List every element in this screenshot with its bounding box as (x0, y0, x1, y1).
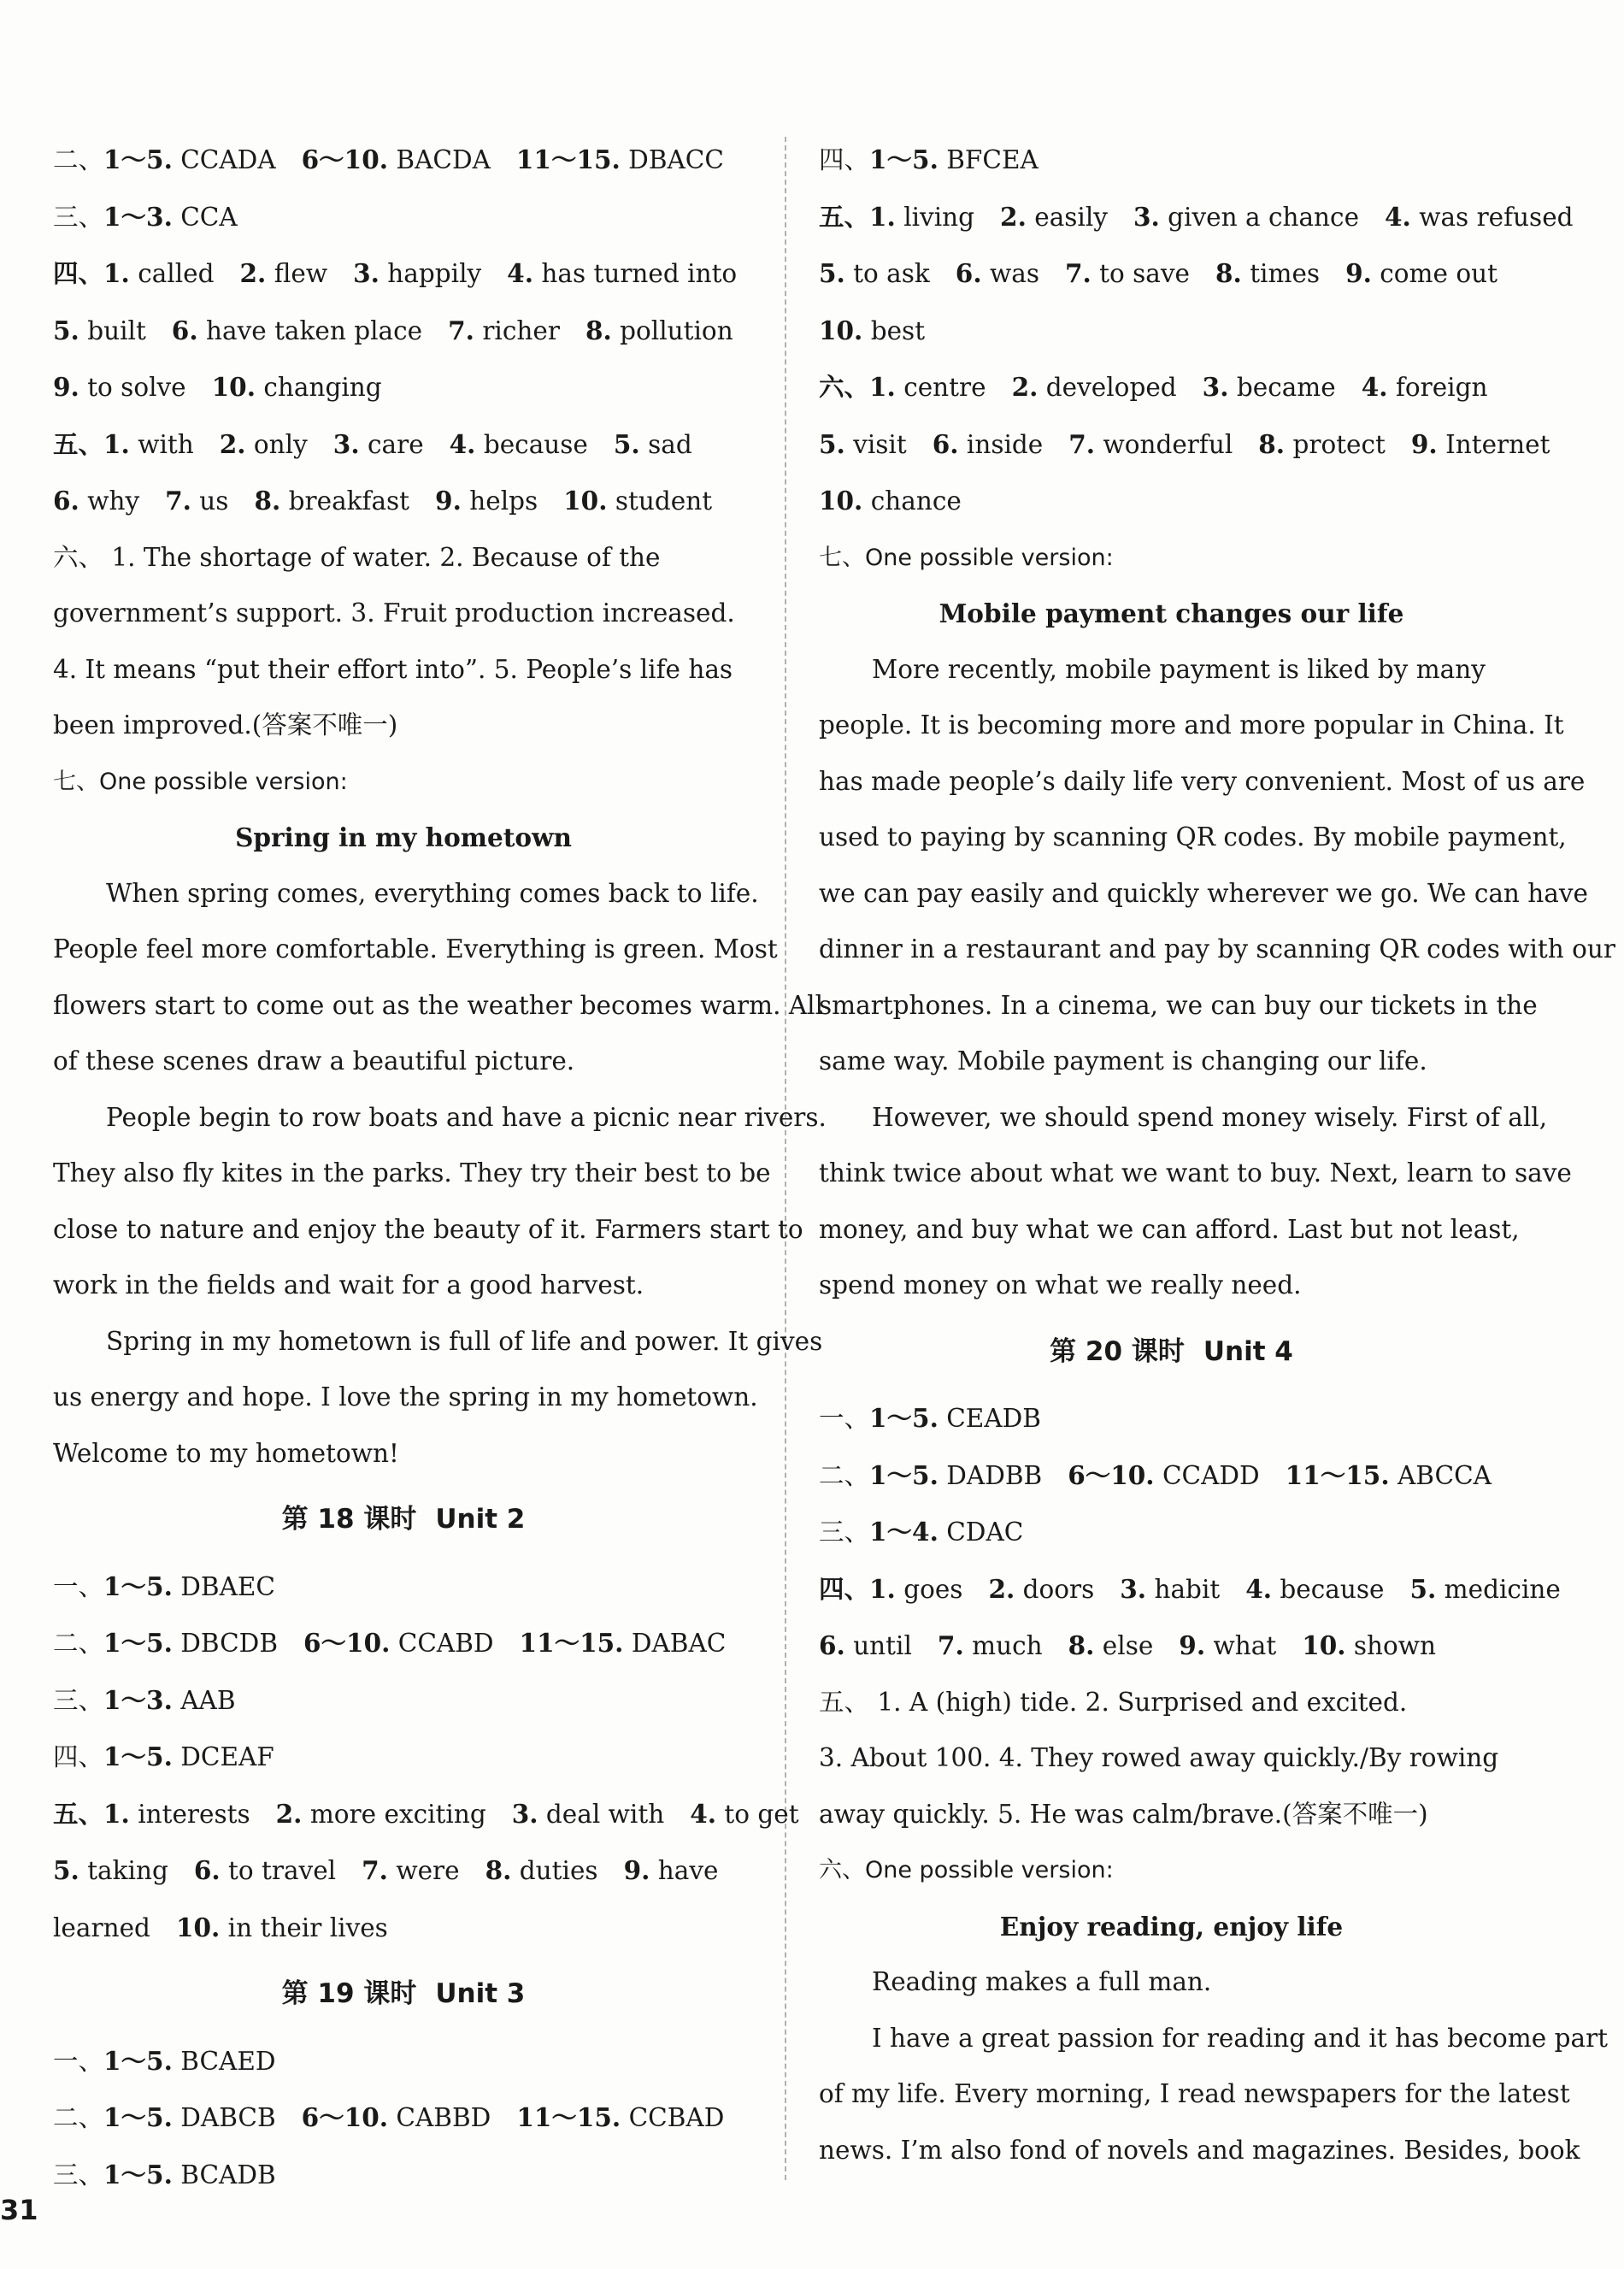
essay-line: news. I’m also fond of novels and magazines. Besides, book (819, 2135, 1580, 2165)
essay-line: we can pay easily and quickly wherever we go. We can have (819, 878, 1589, 908)
essay-title: Enjoy reading, enjoy life (999, 1911, 1344, 1942)
essay-line: think twice about what we want to buy. Next, learn to save (819, 1158, 1572, 1188)
essay-line: They also fly kites in the parks. They try their best to be (53, 1158, 771, 1188)
essay-line: close to nature and enjoy the beauty of it. Farmers start to (53, 1214, 803, 1244)
answer-line: 四、1. goes 2. doors 3. habit 4. because 5. medicine (819, 1573, 1561, 1604)
answer-line: 一、1～5. DBAEC (53, 1571, 275, 1601)
essay-line: Reading makes a full man. (872, 1967, 1212, 1996)
essay-line: of my life. Every morning, I read newspapers for the latest (819, 2079, 1570, 2108)
lesson-heading: 第 19 课时 Unit 3 (281, 1978, 526, 2009)
right-column (819, 132, 1616, 2178)
answer-line: 五、1. interests 2. more exciting 3. deal with 4. to get (53, 1798, 799, 1829)
answer-text-line: 五、 1. A (high) tide. 2. Surprised and excited. (819, 1687, 1408, 1717)
answer-line: 一、1～5. BCAED (53, 2045, 276, 2076)
essay-line: used to paying by scanning QR codes. By mobile payment, (819, 822, 1567, 852)
essay-line: same way. Mobile payment is changing our life. (819, 1046, 1427, 1076)
essay-line: has made people’s daily life very convenient. Most of us are (819, 766, 1586, 796)
answer-line: 5. visit 6. inside 7. wonderful 8. protect 9. Internet (819, 428, 1550, 459)
page-number: 31 (0, 2194, 38, 2226)
essay-line: spend money on what we really need. (819, 1270, 1302, 1300)
lesson-heading: 第 20 课时 Unit 4 (1050, 1335, 1293, 1367)
answer-line: 5. to ask 6. was 7. to save 8. times 9. come out (819, 258, 1497, 288)
essay-line: I have a great passion for reading and it has become part (872, 2023, 1609, 2053)
answer-line: 二、1～5. DADBB 6～10. CCADD 11～15. ABCCA (819, 1459, 1492, 1490)
answer-text-line: 六、 1. The shortage of water. 2. Because of the (53, 542, 661, 572)
writing-label: 七、One possible version: (53, 768, 348, 795)
answer-line: 6. until 7. much 8. else 9. what 10. shown (819, 1630, 1437, 1660)
answer-line: 三、1～3. CCA (53, 201, 238, 232)
answer-line: 一、1～5. CEADB (819, 1403, 1041, 1433)
answer-line: 10. chance (819, 486, 962, 516)
essay-line: dinner in a restaurant and pay by scanning QR codes with our (819, 934, 1616, 964)
answer-line: 六、1. centre 2. developed 3. became 4. foreign (819, 372, 1488, 402)
answer-text-line: 4. It means “put their effort into”. 5. People’s life has (53, 654, 733, 684)
answer-line: 三、1～3. AAB (53, 1684, 236, 1715)
answer-line: 二、1～5. DBCDB 6～10. CCABD 11～15. DABAC (53, 1628, 727, 1658)
answer-line: 9. to solve 10. changing (53, 372, 382, 402)
essay-line: When spring comes, everything comes back to life. (106, 878, 759, 908)
answer-line: 5. taking 6. to travel 7. were 8. duties 9. have (53, 1855, 719, 1885)
answer-line: 6. why 7. us 8. breakfast 9. helps 10. student (53, 486, 713, 516)
answer-line: 五、1. with 2. only 3. care 4. because 5. sad (53, 428, 692, 459)
answer-line: 5. built 6. have taken place 7. richer 8. pollution (53, 315, 733, 345)
answer-line: 二、1～5. DABCB 6～10. CABBD 11～15. CCBAD (53, 2102, 725, 2132)
essay-line: flowers start to come out as the weather becomes warm. All (53, 990, 824, 1020)
essay-line: money, and buy what we can afford. Last but not least, (819, 1214, 1520, 1244)
essay-title: Spring in my hometown (235, 822, 572, 852)
essay-line: smartphones. In a cinema, we can buy our tickets in the (819, 990, 1538, 1020)
essay-line: of these scenes draw a beautiful picture. (53, 1046, 575, 1076)
answer-line: 三、1～5. BCADB (53, 2159, 276, 2189)
essay-line: Spring in my hometown is full of life and power. It gives (106, 1326, 823, 1356)
writing-label: 七、One possible version: (819, 544, 1114, 571)
answer-text-line: 3. About 100. 4. They rowed away quickly./By rowing (819, 1743, 1499, 1772)
answer-line: 五、1. living 2. easily 3. given a chance 4. was refused (819, 201, 1574, 232)
essay-line: However, we should spend money wisely. First of all, (872, 1102, 1548, 1132)
answer-line: 10. best (819, 315, 926, 345)
essay-line: More recently, mobile payment is liked by many (872, 654, 1486, 684)
answer-text-line: away quickly. 5. He was calm/brave.(答案不唯一) (819, 1799, 1428, 1829)
answer-line: 四、1. called 2. flew 3. happily 4. has turned into (53, 258, 738, 288)
column-divider (785, 137, 786, 2180)
essay-line: Welcome to my hometown! (53, 1438, 399, 1468)
essay-line: us energy and hope. I love the spring in my hometown. (53, 1382, 758, 1411)
answer-line: 二、1～5. CCADA 6～10. BACDA 11～15. DBACC (53, 144, 724, 174)
essay-line: People feel more comfortable. Everything is green. Most (53, 934, 778, 964)
writing-label: 六、One possible version: (819, 1857, 1114, 1883)
essay-line: People begin to row boats and have a picnic near rivers. (106, 1102, 827, 1132)
answer-text-line: government’s support. 3. Fruit production increased. (53, 598, 735, 628)
left-column (53, 132, 827, 2203)
answer-line: 四、1～5. BFCEA (819, 144, 1039, 174)
answer-line: 四、1～5. DCEAF (53, 1742, 274, 1771)
answer-line: learned 10. in their lives (53, 1912, 388, 1942)
essay-line: people. It is becoming more and more popular in China. It (819, 710, 1564, 740)
essay-line: work in the fields and wait for a good harvest. (53, 1270, 644, 1300)
essay-title: Mobile payment changes our life (939, 598, 1404, 628)
lesson-heading: 第 18 课时 Unit 2 (281, 1504, 526, 1535)
answer-line: 三、1～4. CDAC (819, 1517, 1024, 1547)
answer-text-line: been improved.(答案不唯一) (53, 710, 398, 740)
